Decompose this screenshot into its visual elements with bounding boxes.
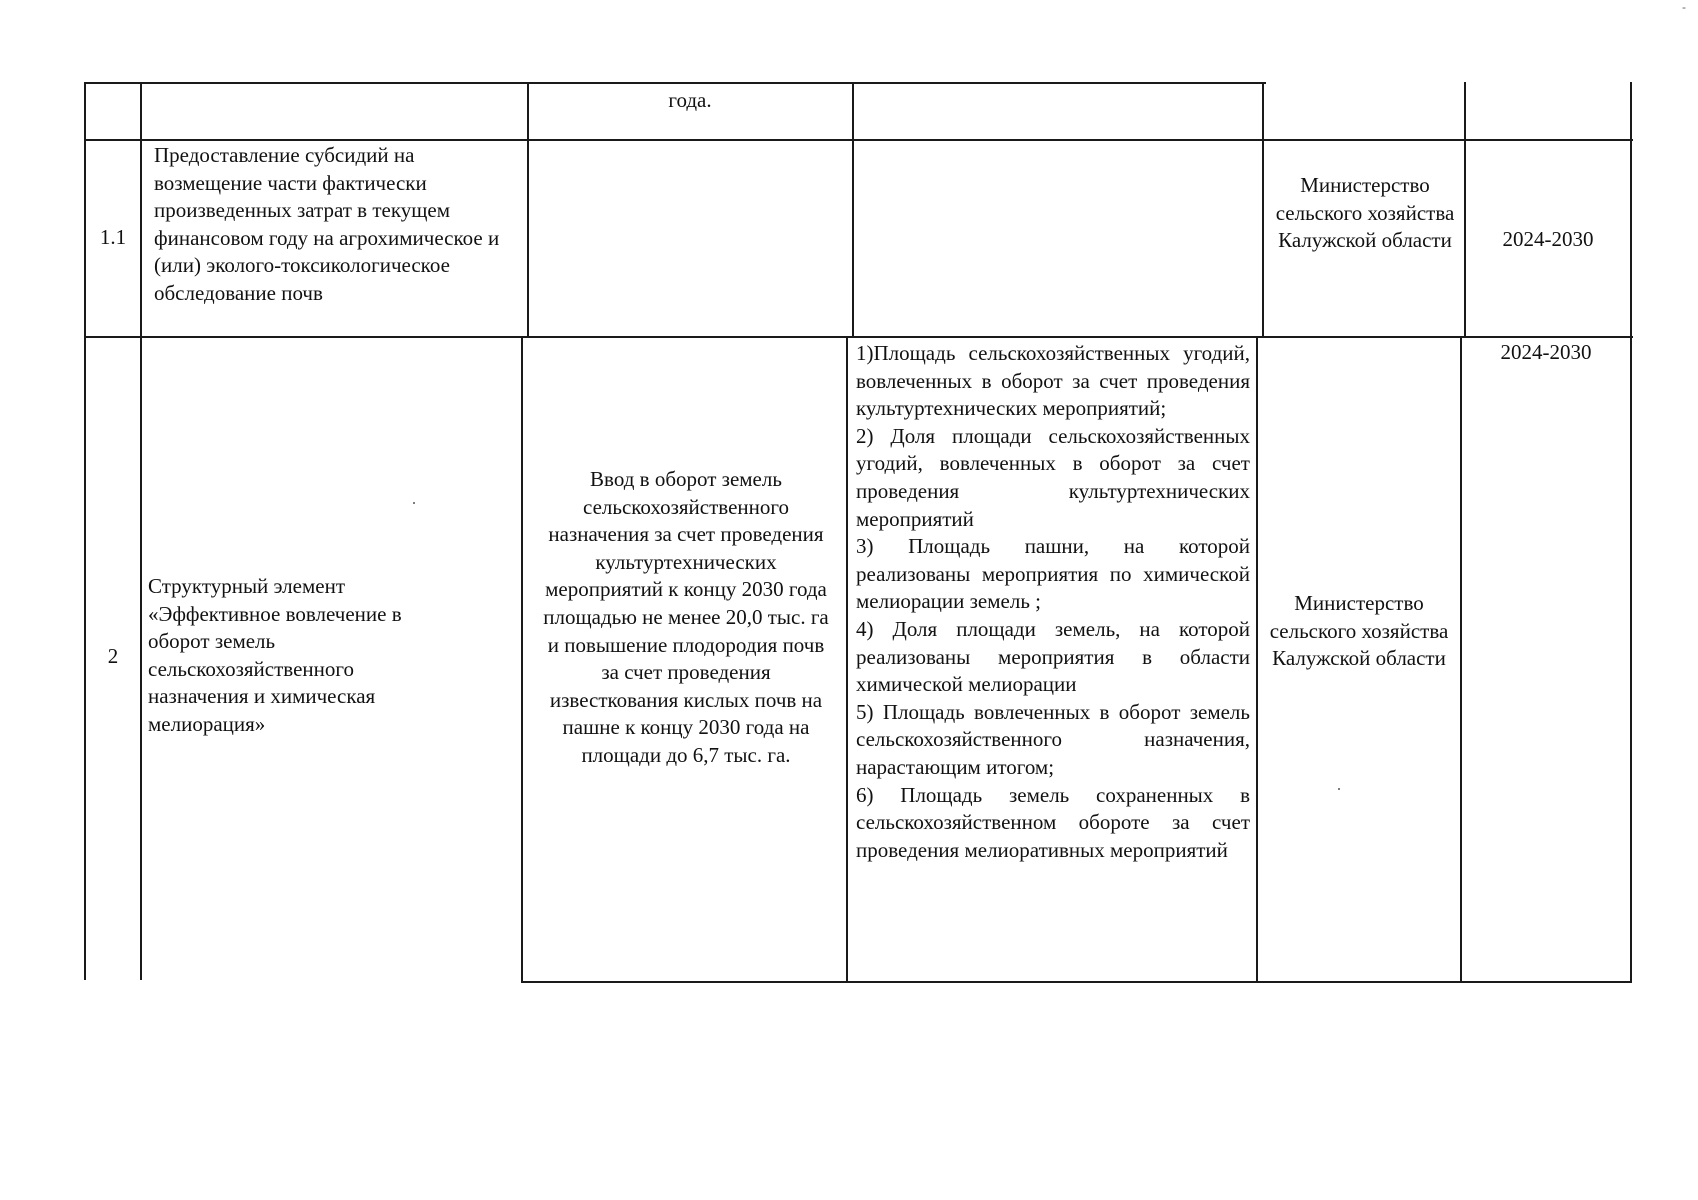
col-border-2b xyxy=(521,336,523,983)
col-border-3b xyxy=(846,336,848,983)
implementation-period: 2024-2030 xyxy=(1502,227,1594,251)
indicator-item: 3) Площадь пашни, на которой реализованы мероприятия по химической мелиорации земель ; xyxy=(856,534,1250,614)
row-2-name xyxy=(148,573,448,739)
row-border-bottom xyxy=(521,981,1632,983)
row-1-1-responsible xyxy=(1268,172,1462,255)
row-number: 2 xyxy=(107,644,119,668)
row-border-1 xyxy=(84,139,1633,141)
row-1-1-period xyxy=(1468,226,1628,254)
col-border-6 xyxy=(1630,82,1632,983)
row-2-number xyxy=(86,643,140,671)
col-border-4b xyxy=(1256,336,1258,983)
scan-speck xyxy=(1338,788,1340,790)
col-border-1 xyxy=(140,82,142,980)
col-border-5b xyxy=(1460,336,1462,983)
row-2-indicators xyxy=(856,340,1250,864)
scan-speck xyxy=(413,502,415,504)
structural-element-goal: Ввод в оборот земель сельскохозяйственного назначения за счет проведения культуртехнических мероприятий к концу 2030 года площадью не менее 20,0 тыс. га и повышение плодородия почв за счет проведения известкования кислых почв на пашне к концу 2030 года на площади до 6,7 тыс. га. xyxy=(543,467,829,767)
row-border-top xyxy=(84,82,1266,84)
row-2-goal xyxy=(537,466,835,770)
col-border-0 xyxy=(84,82,86,980)
row-border-2 xyxy=(84,336,1633,338)
indicator-item: 6) Площадь земель сохраненных в сельскохозяйственном обороте за счет проведения мелиоративных мероприятий xyxy=(856,782,1250,862)
scan-corner-mark: - xyxy=(1682,0,1686,14)
indicator-item: 1)Площадь сельскохозяйственных угодий, вовлеченных в оборот за счет проведения культуртехнических мероприятий; xyxy=(856,341,1250,421)
col-border-3 xyxy=(852,82,854,338)
col-border-5 xyxy=(1464,82,1466,338)
responsible-executor: Министерство сельского хозяйства Калужской области xyxy=(1275,173,1455,253)
row-1-1-name xyxy=(154,142,522,308)
row-number: 1.1 xyxy=(99,225,127,249)
indicator-item: 4) Доля площади земель, на которой реализованы мероприятия в области химической мелиорации xyxy=(856,616,1250,697)
row-1-1-number xyxy=(86,224,140,252)
row-2-responsible xyxy=(1262,590,1456,673)
col-border-2 xyxy=(527,82,529,338)
activity-name: Предоставление субсидий на возмещение части фактически произведенных затрат в текущем финансовом году на агрохимическое и (или) эколого-токсикологическое обследование почв xyxy=(154,143,500,305)
structural-element-name: Структурный элемент «Эффективное вовлечение в оборот земель сельскохозяйственного назначения и химическая мелиорация» xyxy=(148,574,402,736)
indicator-item: 2) Доля площади сельскохозяйственных угодий, вовлеченных в оборот за счет проведения культуртехнических мероприятий xyxy=(856,423,1250,531)
goal-continuation-text: года. xyxy=(668,88,712,112)
col-border-4 xyxy=(1262,82,1264,338)
row-2-period xyxy=(1464,339,1628,367)
indicator-item: 5) Площадь вовлеченных в оборот земель сельскохозяйственного назначения, нарастающим итогом; xyxy=(856,699,1250,779)
goal-continuation-cell xyxy=(530,87,850,115)
implementation-period: 2024-2030 xyxy=(1500,340,1592,364)
responsible-executor: Министерство сельского хозяйства Калужской области xyxy=(1269,591,1449,671)
